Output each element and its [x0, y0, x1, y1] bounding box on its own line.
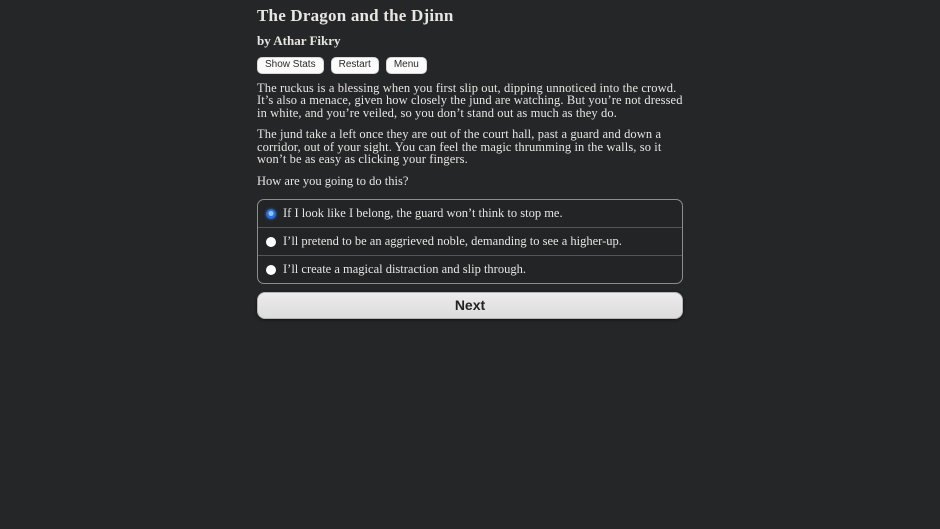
radio-button-icon[interactable]	[266, 265, 276, 275]
restart-button[interactable]: Restart	[331, 57, 379, 74]
menu-button[interactable]: Menu	[386, 57, 427, 74]
game-author: by Athar Fikry	[257, 32, 341, 48]
radio-button-icon[interactable]	[266, 209, 276, 219]
choice-option[interactable]	[258, 200, 682, 227]
choice-option[interactable]	[258, 227, 682, 255]
story-paragraph: The jund take a left once they are out of the court hall, past a guard and down a corridor, out of your sight. You can feel the magic thrumming in the walls, so it won’t be as easy as clicking your fingers.	[257, 127, 662, 167]
choice-label: If I look like I belong, the guard won’t think to stop me.	[283, 206, 563, 221]
toolbar	[257, 57, 683, 74]
story-page	[257, 0, 683, 319]
next-button[interactable]: Next	[257, 292, 683, 319]
choice-label: I’ll create a magical distraction and slip through.	[283, 262, 526, 277]
choice-option[interactable]	[258, 255, 682, 283]
story-prompt: How are you going to do this?	[257, 173, 409, 188]
game-title: The Dragon and the Djinn	[257, 6, 454, 25]
choice-label: I’ll pretend to be an aggrieved noble, demanding to see a higher-up.	[283, 234, 622, 249]
choice-group	[257, 199, 683, 284]
show-stats-button[interactable]: Show Stats	[257, 57, 324, 74]
story-paragraph: The ruckus is a blessing when you first slip out, dipping unnoticed into the crowd. It’s also a menace, given how closely the jund are watching. But you’re not dressed in white, and you’re veiled, so you don’t stand out as much as they do.	[257, 80, 683, 120]
radio-button-icon[interactable]	[266, 237, 276, 247]
